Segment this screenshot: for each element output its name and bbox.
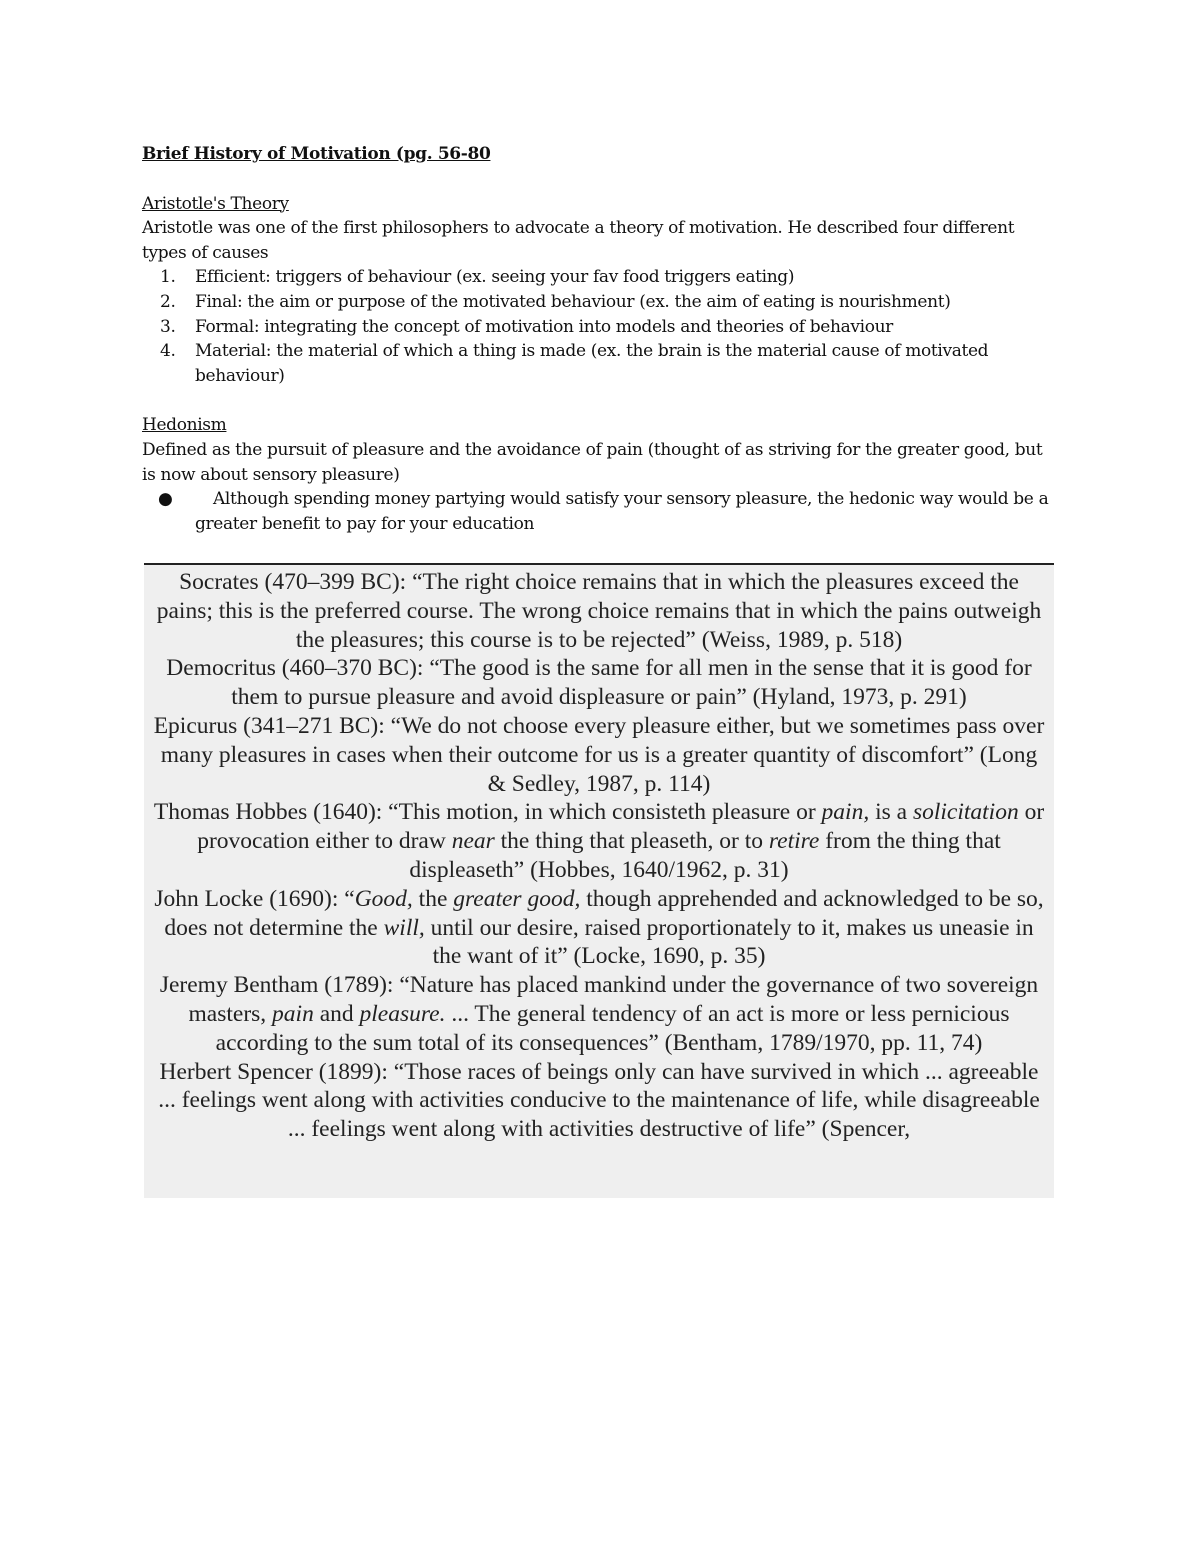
list-number: 1. xyxy=(160,267,176,288)
list-item xyxy=(142,290,1054,315)
document-body xyxy=(142,142,1054,536)
list-item-text: Formal: integrating the concept of motivation into models and theories of behaviour xyxy=(195,316,893,337)
list-item xyxy=(142,315,1054,340)
quote-emphasis: will, xyxy=(383,914,425,941)
list-number: 4. xyxy=(160,341,176,362)
quote-epicurus: Epicurus (341–271 BC): “We do not choose every pleasure either, but we sometimes pass over many pleasures in cases when their outcome for us is a greater quantity of discomfort” (Long & Sedley, 1987, p. 114) xyxy=(153,712,1045,797)
quote-text: Thomas Hobbes (1640): “This motion, in which consisteth pleasure or xyxy=(153,799,822,826)
quotes-image xyxy=(144,563,1054,1198)
list-item xyxy=(142,265,1054,290)
quote-text: John Locke (1690): “ xyxy=(154,885,355,912)
quote-text: Jeremy Bentham (1789): “Nature has placed mankind under the governance of two sovereign masters, xyxy=(159,972,1039,1027)
list-item xyxy=(142,487,1054,536)
hedonism-bullets xyxy=(142,487,1054,536)
quote-text: until our desire, raised proportionately to it, makes us uneasie in the want of it” (Locke, 1690, p. 35) xyxy=(424,914,1034,970)
quote-emphasis: pain xyxy=(272,1000,314,1027)
hedonism-definition: Defined as the pursuit of pleasure and the avoidance of pain (thought of as striving for the greater good, but is now about sensory pleasure) xyxy=(142,439,1043,485)
page-title: Brief History of Motivation (pg. 56-80 xyxy=(142,144,491,164)
quote-emphasis: Good, xyxy=(354,885,413,912)
quote-text: though apprehended and acknowledged to be so, does not determine the xyxy=(164,885,1044,941)
quote-emphasis: pain, xyxy=(821,799,870,826)
hedonism-heading: Hedonism xyxy=(142,415,227,436)
list-item-text: Efficient: triggers of behaviour (ex. seeing your fav food triggers eating) xyxy=(195,267,795,288)
list-number: 3. xyxy=(160,316,176,337)
bullet-icon: ● xyxy=(158,489,173,510)
quote-emphasis: retire xyxy=(768,828,820,855)
spacer xyxy=(142,388,1054,413)
quote-text: the xyxy=(412,885,454,912)
quote-emphasis: pleasure. xyxy=(359,1000,446,1027)
quote-emphasis: near xyxy=(451,828,495,855)
list-item-text: Material: the material of which a thing is made (ex. the brain is the material cause of motivated behaviour) xyxy=(195,341,989,386)
quotes-text xyxy=(144,565,1054,1144)
list-item-text: Although spending money partying would satisfy your sensory pleasure, the hedonic way would be a greater benefit to pay for your education xyxy=(195,489,1049,534)
quote-text: or provocation either to draw xyxy=(197,799,1045,855)
list-item xyxy=(142,339,1054,388)
quote-bentham xyxy=(150,971,1048,1057)
quote-emphasis: solicitation xyxy=(912,799,1019,826)
quote-text: from the thing that displeaseth” (Hobbes, 1640/1962, p. 31) xyxy=(409,828,1001,883)
quote-spencer: Herbert Spencer (1899): “Those races of beings only can have survived in which ... agreeable ... feelings went along with activities conducive to the maintenance of life, while disagreeable ... feelings went along with activities destructive of life” (Spencer, xyxy=(158,1058,1040,1143)
quote-democritus: Democritus (460–370 BC): “The good is the same for all men in the sense that it is good for them to pursue pleasure and avoid displeasure or pain” (Hyland, 1973, p. 291) xyxy=(166,655,1032,711)
spacer xyxy=(142,167,1054,192)
causes-list xyxy=(142,265,1054,388)
list-number: 2. xyxy=(160,291,176,312)
quote-locke xyxy=(150,885,1048,971)
list-item-text: Final: the aim or purpose of the motivated behaviour (ex. the aim of eating is nourishment) xyxy=(195,291,951,312)
quote-text: and xyxy=(313,1000,360,1027)
aristotle-heading: Aristotle's Theory xyxy=(142,193,289,214)
quote-text: the thing that pleaseth, or to xyxy=(494,828,769,855)
quote-text: is a xyxy=(869,799,913,826)
quote-hobbes xyxy=(150,798,1048,884)
aristotle-intro: Aristotle was one of the first philosophers to advocate a theory of motivation. He described four different types of causes xyxy=(142,218,1015,263)
quote-socrates: Socrates (470–399 BC): “The right choice remains that in which the pleasures exceed the pains; this is the preferred course. The wrong choice remains that in which the pains outweigh the pleasures; this course is to be rejected” (Weiss, 1989, p. 518) xyxy=(156,569,1042,653)
quote-emphasis: greater good, xyxy=(453,885,581,912)
quote-text: ... The general tendency of an act is more or less pernicious according to the sum total of its consequences” (Bentham, 1789/1970, pp. 11, 74) xyxy=(215,1000,1010,1056)
